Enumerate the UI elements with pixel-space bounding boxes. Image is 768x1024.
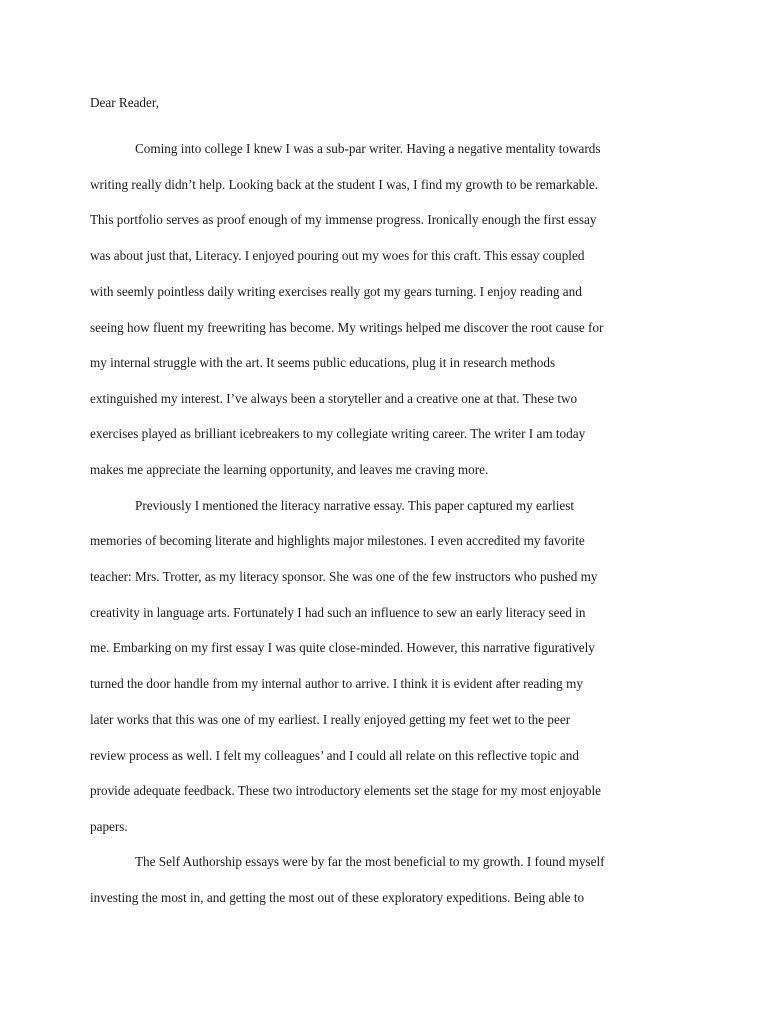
paragraph-1-line: writing really didn’t help. Looking back at the student I was, I find my growth to be remarkable. [90, 177, 599, 192]
paragraph-2-line: Previously I mentioned the literacy narrative essay. This paper captured my earliest [135, 498, 575, 513]
salutation: Dear Reader, [90, 95, 160, 110]
paragraph-2-line: memories of becoming literate and highlights major milestones. I even accredited my favorite [90, 533, 585, 548]
paragraph-3-line: investing the most in, and getting the most out of these exploratory expeditions. Being able to [90, 890, 585, 905]
paragraph-1-line: makes me appreciate the learning opportunity, and leaves me craving more. [90, 462, 489, 477]
paragraph-1-line: extinguished my interest. I’ve always been a storyteller and a creative one at that. These two [90, 391, 578, 406]
paragraph-1-line: seeing how fluent my freewriting has become. My writings helped me discover the root cause for [90, 320, 604, 335]
paragraph-1-line: This portfolio serves as proof enough of my immense progress. Ironically enough the first essay [90, 212, 597, 227]
paragraph-2-line: me. Embarking on my first essay I was quite close-minded. However, this narrative figuratively [90, 640, 595, 655]
paragraph-1-line: was about just that, Literacy. I enjoyed pouring out my woes for this craft. This essay coupled [90, 248, 585, 263]
paragraph-2-line: provide adequate feedback. These two introductory elements set the stage for my most enjoyable [90, 783, 601, 798]
paragraph-2-line: turned the door handle from my internal author to arrive. I think it is evident after reading my [90, 676, 583, 691]
paragraph-2-line: creativity in language arts. Fortunately I had such an influence to sew an early literacy seed in [90, 605, 586, 620]
paragraph-2-line: review process as well. I felt my colleagues’ and I could all relate on this reflective topic and [90, 748, 579, 763]
paragraph-1-line: my internal struggle with the art. It seems public educations, plug it in research methods [90, 355, 556, 370]
paragraph-1-line: Coming into college I knew I was a sub-par writer. Having a negative mentality towards [135, 141, 601, 156]
paragraph-2-line: papers. [90, 819, 128, 834]
paragraph-2-line: teacher: Mrs. Trotter, as my literacy sponsor. She was one of the few instructors who pushed my [90, 569, 598, 584]
paragraph-3-line: The Self Authorship essays were by far the most beneficial to my growth. I found myself [135, 854, 605, 869]
paragraph-1-line: exercises played as brilliant icebreakers to my collegiate writing career. The writer I am today [90, 426, 586, 441]
paragraph-2-line: later works that this was one of my earliest. I really enjoyed getting my feet wet to the peer [90, 712, 571, 727]
paragraph-1-line: with seemly pointless daily writing exercises really got my gears turning. I enjoy reading and [90, 284, 582, 299]
